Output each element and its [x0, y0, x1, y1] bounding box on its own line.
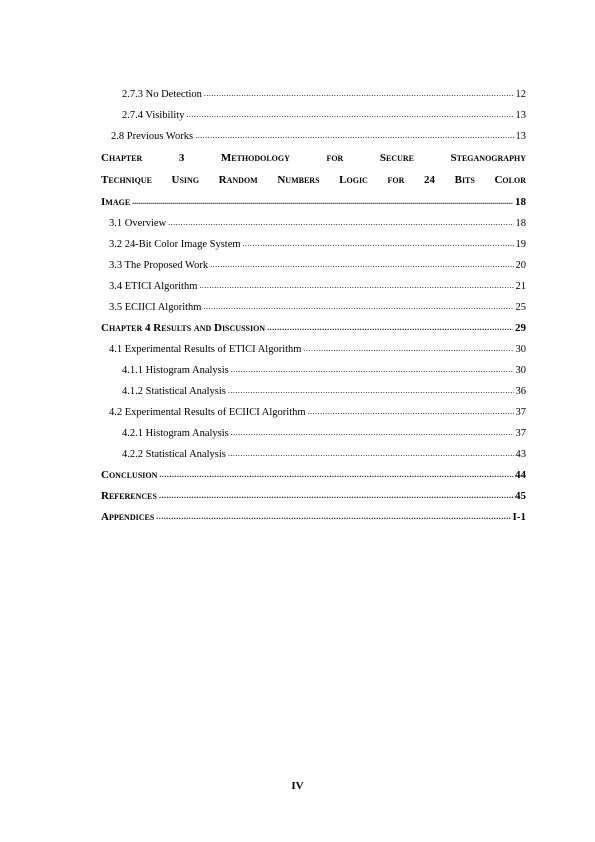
- chapter-word: for: [387, 174, 405, 186]
- toc-entry-title: 4.1.2 Statistical Analysis: [122, 386, 226, 397]
- toc-entry-title: 4.1.1 Histogram Analysis: [122, 365, 229, 376]
- toc-entry-title: 3.4 ETICI Algorithm: [109, 281, 198, 292]
- dot-leader: [231, 359, 514, 380]
- toc-entry-page: I-1: [512, 511, 526, 523]
- toc-entry-title: 4.2.1 Histogram Analysis: [122, 428, 229, 439]
- toc-entry-page: 18: [515, 196, 526, 208]
- dot-leader: [231, 422, 514, 443]
- toc-entry-title: 3.1 Overview: [109, 218, 167, 229]
- dot-leader: [228, 443, 514, 464]
- dot-leader: [228, 380, 514, 401]
- toc-entry-title: Conclusion: [101, 469, 158, 481]
- toc-entry-title: 3.2 24-Bit Color Image System: [109, 239, 241, 250]
- toc-appendices[interactable]: [101, 507, 526, 528]
- toc-entry-title: 4.2.2 Statistical Analysis: [122, 449, 226, 460]
- toc-entry-3-5[interactable]: [101, 297, 526, 318]
- dot-leader: [168, 212, 513, 233]
- toc-entry-3-4[interactable]: [101, 276, 526, 297]
- dot-leader: [210, 254, 513, 275]
- toc-entry-2-7-4[interactable]: [101, 105, 526, 126]
- toc-entry-page: 18: [515, 218, 526, 229]
- toc-entry-page: 36: [515, 386, 526, 397]
- chapter-word: Technique: [101, 174, 152, 186]
- toc-entry-title: Chapter 4 Results and Discussion: [101, 322, 266, 334]
- chapter-word: 3: [178, 152, 185, 164]
- toc-entry-page: 45: [515, 490, 526, 502]
- toc-entry-page: 30: [515, 344, 526, 355]
- toc-entry-page: 12: [515, 89, 526, 100]
- dot-leader: [199, 275, 513, 296]
- toc-entry-4-1-2[interactable]: [101, 381, 526, 402]
- toc-entry-4-2-1[interactable]: [101, 423, 526, 444]
- dot-leader: [243, 233, 514, 254]
- dot-leader: [156, 506, 510, 527]
- chapter-word: Logic: [339, 174, 368, 186]
- toc-entry-2-8[interactable]: [101, 126, 526, 147]
- toc-entry-title: 2.7.4 Visibility: [122, 110, 185, 121]
- toc-entry-title: 4.2 Experimental Results of ECIICI Algorithm: [109, 407, 306, 418]
- toc-chapter-4[interactable]: [101, 318, 526, 339]
- toc-entry-2-7-3[interactable]: [101, 84, 526, 105]
- dot-leader: [308, 401, 514, 422]
- toc-entry-page: 19: [515, 239, 526, 250]
- toc-entry-page: 37: [515, 428, 526, 439]
- toc-entry-page: 44: [515, 469, 526, 481]
- toc-entry-page: 37: [515, 407, 526, 418]
- dot-leader: [159, 464, 513, 485]
- toc-entry-title: 3.3 The Proposed Work: [109, 260, 209, 271]
- toc-entry-4-2-2[interactable]: [101, 444, 526, 465]
- dot-leader: [267, 317, 513, 338]
- chapter-word: Secure: [379, 152, 414, 164]
- toc-entry-title: 2.7.3 No Detection: [122, 89, 202, 100]
- toc-entry-page: 30: [515, 365, 526, 376]
- toc-entry-page: 25: [515, 302, 526, 313]
- chapter-word: Methodology: [220, 152, 290, 164]
- chapter-word: for: [326, 152, 344, 164]
- toc-entry-page: 43: [515, 449, 526, 460]
- toc-entry-3-2[interactable]: [101, 234, 526, 255]
- chapter-word: Using: [171, 174, 200, 186]
- toc-entry-title: References: [101, 490, 157, 502]
- chapter-3-title-line-3: [101, 191, 526, 213]
- dot-leader: [303, 338, 513, 359]
- chapter-word: Bits: [454, 174, 475, 186]
- dot-leader: [186, 104, 513, 125]
- toc-entry-4-1[interactable]: [101, 339, 526, 360]
- toc-entry-page: 29: [515, 322, 526, 334]
- chapter-word: Image: [101, 196, 131, 208]
- toc-entry-page: 20: [515, 260, 526, 271]
- chapter-word: Color: [494, 174, 526, 186]
- dot-leader: [203, 296, 513, 317]
- toc-entry-page: 13: [515, 110, 526, 121]
- dot-leader: [204, 83, 514, 104]
- chapter-word: Steganography: [450, 152, 526, 164]
- chapter-word: Numbers: [277, 174, 320, 186]
- toc-entry-3-1[interactable]: [101, 213, 526, 234]
- chapter-3-title-line-1: [101, 147, 526, 169]
- toc-entry-page: 13: [515, 131, 526, 142]
- dot-leader: [132, 191, 513, 213]
- toc-entry-4-1-1[interactable]: [101, 360, 526, 381]
- chapter-word: 24: [423, 174, 435, 186]
- toc-entry-3-3[interactable]: [101, 255, 526, 276]
- toc-entry-4-2[interactable]: [101, 402, 526, 423]
- toc-references[interactable]: [101, 486, 526, 507]
- dot-leader: [159, 485, 513, 506]
- toc-entry-title: 4.1 Experimental Results of ETICI Algorithm: [109, 344, 302, 355]
- toc-entry-title: Appendices: [101, 511, 155, 523]
- chapter-word: Random: [218, 174, 258, 186]
- table-of-contents: [101, 84, 526, 528]
- dot-leader: [195, 125, 513, 146]
- toc-entry-page: 21: [515, 281, 526, 292]
- page-number: IV: [291, 780, 304, 792]
- toc-entry-title: 3.5 ECIICI Algorithm: [109, 302, 202, 313]
- toc-chapter-3[interactable]: [101, 147, 526, 213]
- toc-entry-title: 2.8 Previous Works: [111, 131, 194, 142]
- chapter-3-title-line-2: [101, 169, 526, 191]
- toc-conclusion[interactable]: [101, 465, 526, 486]
- chapter-word: Chapter: [101, 152, 143, 164]
